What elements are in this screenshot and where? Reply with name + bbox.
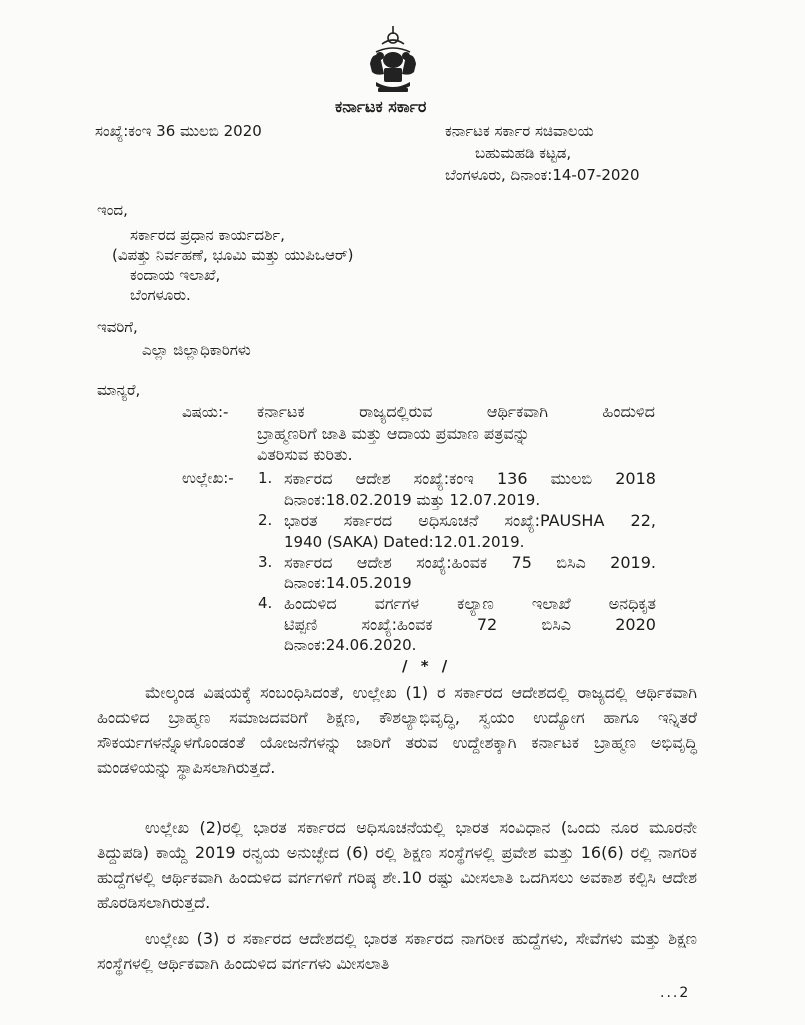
separator: / * / xyxy=(402,657,452,675)
order-number: ಸಂಖ್ಯೆ:ಕಂಇ 36 ಮುಲಬಿ 2020 xyxy=(95,122,262,140)
reference-word: ಟಿಪ್ಪಣಿ xyxy=(284,615,318,634)
reference-word: ಮುಲಬಿ xyxy=(550,469,593,488)
reference-word: ಅನಧಿಕೃತ xyxy=(608,594,656,613)
subject-word: ಆರ್ಥಿಕವಾಗಿ xyxy=(486,402,548,421)
office-date: ಬೆಂಗಳೂರು, ದಿನಾಂಕ:14-07-2020 xyxy=(445,166,640,184)
to-label: ಇವರಿಗೆ, xyxy=(97,318,138,336)
reference-word: 22, xyxy=(630,511,656,530)
subject-word: ಹಿಂದುಳಿದ xyxy=(602,402,655,421)
reference-3-line-1 xyxy=(284,553,656,573)
references-label: ಉಲ್ಲೇಖ:- xyxy=(182,469,234,487)
reference-1-line-1 xyxy=(284,469,656,489)
reference-word: ವರ್ಗಗಳ xyxy=(374,594,420,613)
reference-word: 2018 xyxy=(615,469,656,488)
salutation: ಮಾನ್ಯರೆ, xyxy=(97,381,141,399)
body-paragraph-2: ಉಲ್ಲೇಖ (2)ರಲ್ಲಿ ಭಾರತ ಸರ್ಕಾರದ ಅಧಿಸೂಚನೆಯಲ್ಲಿ ಭಾರತ ಸಂವಿಧಾನ (ಒಂದು ನೂರ ಮೂರನೇ ತಿದ್ದುಪಡಿ) ಕಾಯ್ದೆ 2019 ರನ್ವಯ ಅನುಚ್ಛೇದ (6) ರಲ್ಲಿ ಶಿಕ್ಷಣ ಸಂಸ್ಥೆಗಳಲ್ಲಿ ಪ್ರವೇಶ ಮತ್ತು 16(6) ರಲ್ಲಿ ನಾಗರಿಕ ಹುದ್ದೆಗಳಲ್ಲಿ ಆರ್ಥಿಕವಾಗಿ ಹಿಂದುಳಿದ ವರ್ಗಗಳಿಗೆ ಗರಿಷ್ಠ ಶೇ.10 ರಷ್ಟು ಮೀಸಲಾತಿ ಒದಗಿಸಲು ಅವಕಾಶ ಕಲ್ಪಿಸಿ ಆದೇಶ ಹೊರಡಿಸಲಾಗಿರುತ್ತದೆ. xyxy=(97,818,697,912)
reference-word: ಸಂಖ್ಯೆ:ಕಂಇ xyxy=(413,469,474,488)
page-continuation-marker: ...2 xyxy=(660,985,691,1001)
reference-number: 1. xyxy=(258,469,273,487)
reference-number: 3. xyxy=(258,553,273,571)
reference-word: ಆದೇಶ xyxy=(356,553,392,572)
reference-word: ಸಂಖ್ಯೆ:PAUSHA xyxy=(504,511,605,530)
reference-4-line-1 xyxy=(284,594,656,614)
reference-word: 136 xyxy=(496,469,528,488)
subject-word: ರಾಜ್ಯದಲ್ಲಿರುವ xyxy=(359,402,433,421)
government-heading: ಕರ್ನಾಟಕ ಸರ್ಕಾರ xyxy=(335,97,427,116)
reference-1-line-2: ದಿನಾಂಕ:18.02.2019 ಮತ್ತು 12.07.2019. xyxy=(284,491,541,509)
from-line-4: ಬೆಂಗಳೂರು. xyxy=(130,286,191,304)
reference-word: ಕಲ್ಯಾಣ xyxy=(457,594,494,613)
reference-word: ಬಿಸಿಎ xyxy=(556,553,586,572)
reference-word: 2019. xyxy=(610,553,656,572)
reference-word: ಆದೇಶ xyxy=(355,469,391,488)
office-line-2: ಬಹುಮಹಡಿ ಕಟ್ಟಡ, xyxy=(475,144,572,162)
office-line-1: ಕರ್ನಾಟಕ ಸರ್ಕಾರ ಸಚಿವಾಲಯ xyxy=(445,122,594,140)
reference-word: ಸಂಖ್ಯೆ:ಹಿಂವಕ xyxy=(361,615,433,634)
reference-number: 2. xyxy=(258,511,273,529)
subject-line-1 xyxy=(257,402,655,422)
reference-word: 2020 xyxy=(615,615,656,634)
reference-4-line-2 xyxy=(284,615,656,635)
reference-word: ಸಂಖ್ಯೆ:ಹಿಂವಕ xyxy=(416,553,488,572)
reference-word: ಅಧಿಸೂಚನೆ xyxy=(418,511,479,530)
reference-2-line-1 xyxy=(284,511,656,531)
subject-line-2: ಬ್ರಾಹ್ಮಣರಿಗೆ ಜಾತಿ ಮತ್ತು ಆದಾಯ ಪ್ರಮಾಣ ಪತ್ರವನ್ನು xyxy=(257,424,530,443)
reference-word: ಭಾರತ xyxy=(284,511,318,530)
reference-word: 72 xyxy=(476,615,498,634)
reference-word: ಇಲಾಖೆ xyxy=(531,594,571,613)
reference-number: 4. xyxy=(258,594,273,612)
reference-word: ಸರ್ಕಾರದ xyxy=(343,511,393,530)
reference-word: ಸರ್ಕಾರದ xyxy=(284,469,333,488)
from-line-1: ಸರ್ಕಾರದ ಪ್ರಧಾನ ಕಾರ್ಯದರ್ಶಿ, xyxy=(130,226,285,244)
reference-word: ಬಿಸಿಎ xyxy=(541,615,571,634)
from-label: ಇಂದ, xyxy=(97,201,128,219)
state-emblem-icon xyxy=(362,22,424,98)
from-line-3: ಕಂದಾಯ ಇಲಾಖೆ, xyxy=(130,266,221,284)
to-line-1: ಎಲ್ಲಾ ಜಿಲ್ಲಾಧಿಕಾರಿಗಳು xyxy=(142,341,251,359)
subject-label: ವಿಷಯ:- xyxy=(182,403,229,421)
reference-word: ಸರ್ಕಾರದ xyxy=(284,553,333,572)
reference-3-line-2: ದಿನಾಂಕ:14.05.2019 xyxy=(284,574,412,592)
reference-2-line-2: 1940 (SAKA) Dated:12.01.2019. xyxy=(284,533,525,551)
reference-4-line-3: ದಿನಾಂಕ:24.06.2020. xyxy=(284,636,417,654)
body-paragraph-3: ಉಲ್ಲೇಖ (3) ರ ಸರ್ಕಾರದ ಆದೇಶದಲ್ಲಿ ಭಾರತ ಸರ್ಕಾರದ ನಾಗರೀಕ ಹುದ್ದೆಗಳು, ಸೇವೆಗಳು ಮತ್ತು ಶಿಕ್ಷಣ ಸಂಸ್ಥೆಗಳಲ್ಲಿ ಆರ್ಥಿಕವಾಗಿ ಹಿಂದುಳಿದ ವರ್ಗಗಳು ಮೀಸಲಾತಿ xyxy=(97,929,697,973)
subject-line-3: ವಿತರಿಸುವ ಕುರಿತು. xyxy=(257,445,353,464)
subject-word: ಕರ್ನಾಟಕ xyxy=(257,402,305,421)
body-paragraph-1: ಮೇಲ್ಕಂಡ ವಿಷಯಕ್ಕೆ ಸಂಬಂಧಿಸಿದಂತೆ, ಉಲ್ಲೇಖ (1) ರ ಸರ್ಕಾರದ ಆದೇಶದಲ್ಲಿ ರಾಜ್ಯದಲ್ಲಿ ಆರ್ಥಿಕವಾಗಿ ಹಿಂದುಳಿದ ಬ್ರಾಹ್ಮಣ ಸಮಾಜದವರಿಗೆ ಶಿಕ್ಷಣ, ಕೌಶಲ್ಯಾಭಿವೃದ್ಧಿ, ಸ್ವಯಂ ಉದ್ಯೋಗ ಹಾಗೂ ಇನ್ನಿತರೆ ಸೌಕರ್ಯಗಳನ್ನೊಳಗೊಂಡಂತೆ ಯೋಜನೆಗಳನ್ನು ಜಾರಿಗೆ ತರುವ ಉದ್ದೇಶಕ್ಕಾಗಿ ಕರ್ನಾಟಕ ಬ್ರಾಹ್ಮಣ ಅಭಿವೃದ್ಧಿ ಮಂಡಳಿಯನ್ನು ಸ್ಥಾಪಿಸಲಾಗಿರುತ್ತದೆ. xyxy=(97,683,697,777)
reference-word: 75 xyxy=(511,553,532,572)
reference-word: ಹಿಂದುಳಿದ xyxy=(284,594,337,613)
from-line-2: (ವಿಪತ್ತು ನಿರ್ವಹಣೆ, ಭೂಮಿ ಮತ್ತು ಯುಪಿಒಆರ್) xyxy=(112,246,354,264)
